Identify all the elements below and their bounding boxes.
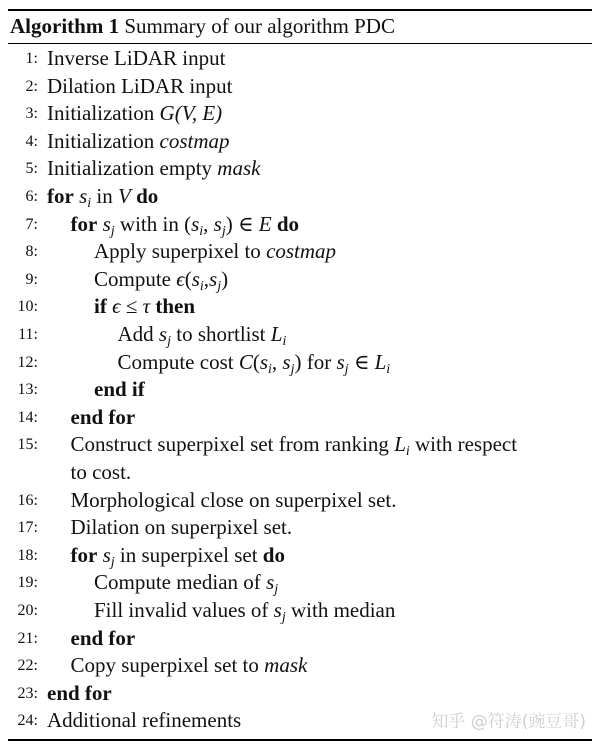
code-text: Compute cost <box>117 349 239 374</box>
code-text: to shortlist <box>171 322 271 346</box>
code-text: , <box>203 266 210 291</box>
keyword: end for <box>70 404 136 429</box>
line-number: 18: <box>17 546 38 564</box>
code-text: ) <box>221 266 229 291</box>
algorithm-line <box>0 155 592 183</box>
algorithm-line <box>0 625 592 653</box>
line-code <box>118 321 287 349</box>
line-code <box>71 431 518 459</box>
subscript: i <box>87 196 92 211</box>
line-code <box>94 266 228 294</box>
keyword: do <box>262 542 285 567</box>
line-number: 11: <box>18 326 38 343</box>
line-code <box>94 376 145 404</box>
keyword: do <box>276 211 300 236</box>
subscript: j <box>281 610 286 625</box>
line-code <box>94 238 336 266</box>
code-text: in superpixel set <box>114 542 263 567</box>
line-number: 9: <box>25 270 38 288</box>
math-term: $L_i$ <box>374 349 391 377</box>
line-number: 24: <box>17 712 38 730</box>
keyword: for <box>70 211 98 236</box>
line-number: 20: <box>17 602 38 619</box>
subscript: j <box>344 361 349 377</box>
line-number: 22: <box>17 657 38 675</box>
math-term: costmap <box>159 128 230 153</box>
keyword: end for <box>70 625 136 650</box>
algorithm-line <box>0 211 592 239</box>
line-number: 5: <box>25 160 38 178</box>
algorithm-line <box>0 514 592 542</box>
code-text: with respect <box>409 432 518 457</box>
math-term: $s_j$ <box>336 349 349 377</box>
line-number: 13: <box>17 381 38 399</box>
code-text: Compute median of <box>94 570 267 595</box>
keyword: do <box>136 184 159 208</box>
math-term: $s_j$ <box>209 266 222 294</box>
math-term: $s_j$ <box>102 211 115 239</box>
keyword: if <box>94 294 107 319</box>
subscript: i <box>199 223 204 239</box>
line-code <box>71 652 308 680</box>
math-term: mask <box>264 653 308 678</box>
algorithm-line <box>0 349 592 377</box>
line-number: 7: <box>25 215 38 233</box>
subscript: j <box>167 334 171 349</box>
code-text: Dilation LiDAR input <box>47 73 233 98</box>
subscript: j <box>110 223 115 239</box>
algorithm-caption: Summary of our algorithm PDC <box>124 14 395 38</box>
code-text: with median <box>285 598 396 622</box>
line-code <box>118 349 391 377</box>
code-text: Fill invalid values of <box>94 598 274 622</box>
math-term: ϵ ≤ τ <box>112 294 151 319</box>
math-term: $s_j$ <box>213 211 226 239</box>
line-number: 15: <box>17 436 38 454</box>
keyword: end for <box>47 680 112 705</box>
algorithm-line <box>0 238 592 266</box>
line-number: 6: <box>25 188 38 205</box>
code-text: Copy superpixel set to <box>70 653 265 678</box>
math-term: $s_i$ <box>191 211 204 239</box>
algorithm-label: Algorithm 1 <box>10 14 120 38</box>
line-number: 21: <box>17 629 38 647</box>
math-term: V <box>118 184 131 208</box>
line-number: 19: <box>17 574 38 592</box>
line-number: 12: <box>17 353 38 371</box>
math-term: $s_i$ <box>259 349 272 377</box>
algorithm-line <box>0 487 592 515</box>
algorithm-line <box>0 376 592 404</box>
math-term: $s_j$ <box>158 322 171 349</box>
subscript: i <box>405 444 410 460</box>
subscript: j <box>274 582 279 598</box>
line-code <box>47 680 112 708</box>
math-term: ϵ <box>176 266 185 291</box>
code-text: Dilation on superpixel set. <box>70 515 293 540</box>
subscript: i <box>199 278 204 294</box>
line-code <box>94 569 278 597</box>
math-term: E <box>258 211 272 236</box>
code-text: Construct superpixel set from ranking <box>70 432 395 457</box>
math-term: $L_i$ <box>394 432 410 460</box>
math-term: costmap <box>266 239 337 264</box>
code-text: ( <box>252 349 260 374</box>
code-text: to cost. <box>70 460 132 484</box>
header-rule <box>8 43 592 44</box>
math-term: $s_j$ <box>266 570 279 598</box>
math-term: mask <box>217 156 261 181</box>
algorithm-line <box>0 266 592 294</box>
algorithm-line <box>0 680 592 708</box>
line-code <box>71 487 397 515</box>
code-text: Compute <box>94 266 177 291</box>
subscript: j <box>110 554 115 570</box>
subscript: j <box>221 223 226 239</box>
line-code <box>71 404 136 432</box>
line-number: 23: <box>17 684 38 702</box>
algorithm-line <box>0 100 592 128</box>
subscript: i <box>282 334 287 349</box>
line-code <box>47 100 222 128</box>
line-code <box>94 293 195 321</box>
code-text: Add <box>117 322 159 346</box>
line-number: 4: <box>25 132 38 150</box>
algorithm-line <box>0 183 592 211</box>
code-text: ) ∈ <box>225 211 259 236</box>
algorithm-line <box>0 542 592 570</box>
algorithm-line <box>0 128 592 156</box>
code-text: Additional refinements <box>47 708 242 733</box>
line-code <box>71 625 136 653</box>
math-term: $s_j$ <box>273 598 286 625</box>
math-term: $s_i$ <box>79 184 92 211</box>
line-number: 14: <box>17 408 38 426</box>
code-text: Apply superpixel to <box>94 239 267 264</box>
code-text: ∈ <box>348 349 375 374</box>
code-text: Initialization <box>47 101 160 126</box>
line-number: 17: <box>17 519 38 537</box>
code-text: ( <box>184 266 192 291</box>
algorithm-line <box>0 597 592 625</box>
line-code <box>47 128 230 156</box>
code-text: ) for <box>294 349 337 374</box>
code-text: Inverse LiDAR input <box>47 46 226 70</box>
algorithm-line <box>0 321 592 349</box>
code-text: , <box>203 211 214 236</box>
line-number: 2: <box>25 77 38 95</box>
line-code <box>71 542 285 570</box>
code-text: , <box>271 349 283 374</box>
code-text: in <box>91 184 118 208</box>
math-term: C <box>238 349 253 374</box>
keyword: end if <box>94 377 145 402</box>
algorithm-line <box>0 73 592 101</box>
line-number: 16: <box>17 491 38 509</box>
keyword: for <box>47 184 74 208</box>
bottom-rule <box>8 739 592 741</box>
algorithm-line <box>0 459 592 487</box>
math-term: $s_j$ <box>102 542 115 570</box>
line-code <box>47 707 241 735</box>
keyword: for <box>70 542 98 567</box>
line-code <box>47 73 233 101</box>
algorithm-line <box>0 569 592 597</box>
math-term: $s_j$ <box>282 349 295 377</box>
math-term: G(V, E) <box>159 101 223 126</box>
line-code <box>47 183 158 211</box>
math-term: $s_i$ <box>191 266 204 294</box>
line-code <box>94 597 395 625</box>
line-code <box>71 514 293 542</box>
subscript: j <box>217 278 222 294</box>
algorithm-line <box>0 45 592 73</box>
code-text: Morphological close on superpixel set. <box>70 487 397 512</box>
algorithm-line <box>0 431 592 459</box>
code-text: Initialization empty <box>47 156 218 181</box>
subscript: i <box>268 361 272 377</box>
line-code <box>47 45 225 73</box>
math-term: $L_i$ <box>270 322 287 349</box>
watermark: 知乎 @符涛(豌豆哥) <box>431 712 586 732</box>
algorithm-line <box>0 404 592 432</box>
algorithm-title <box>10 11 395 41</box>
algorithm-line <box>0 652 592 680</box>
code-text: with in ( <box>114 211 192 236</box>
line-code <box>47 155 260 183</box>
line-number: 8: <box>25 243 38 261</box>
code-text: Initialization <box>47 128 160 153</box>
line-number: 3: <box>25 105 38 123</box>
line-number: 1: <box>25 50 38 67</box>
keyword: then <box>155 294 196 319</box>
algorithm-line <box>0 293 592 321</box>
subscript: j <box>290 361 295 377</box>
line-code <box>71 211 300 239</box>
line-number: 10: <box>17 298 38 316</box>
subscript: i <box>386 361 391 377</box>
line-code <box>71 459 132 487</box>
